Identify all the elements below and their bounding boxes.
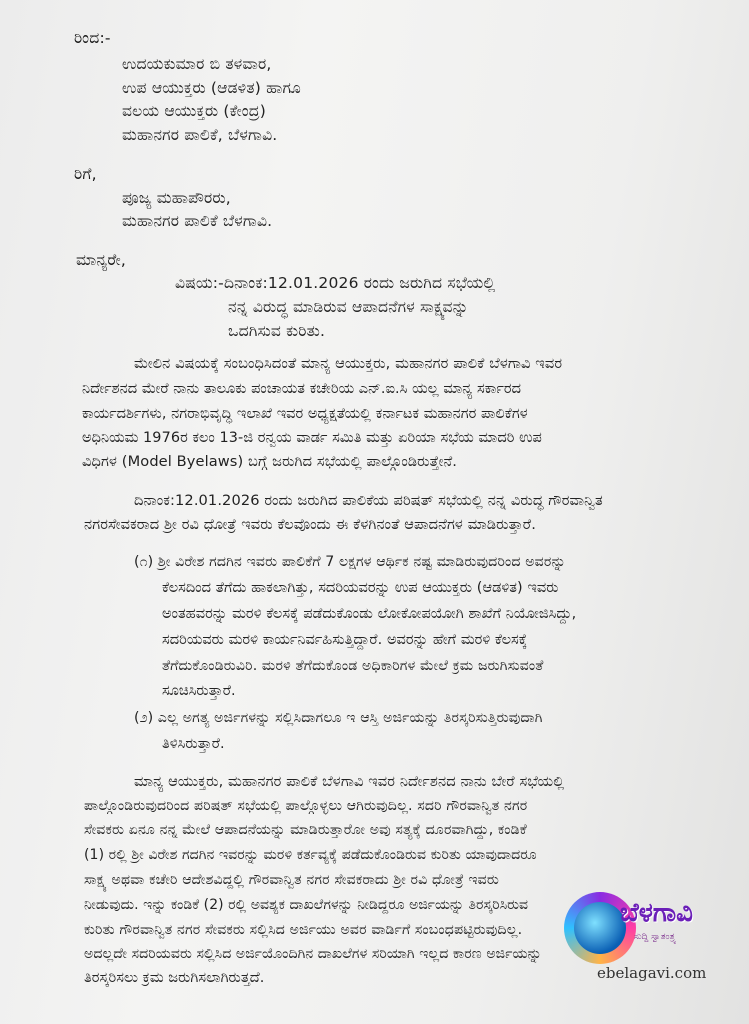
from-line: ವಲಯ ಆಯುಕ್ತರು (ಕೇಂದ್ರ) bbox=[122, 102, 266, 120]
subject-line: ವಿಷಯ:-ದಿನಾಂಕ:12.01.2026 ರಂದು ಜರುಗಿದ ಸಭೆಯಲ್ಲಿ bbox=[175, 274, 496, 292]
from-line: ಉಪ ಆಯುಕ್ತರು (ಆಡಳಿತ) ಹಾಗೂ bbox=[122, 79, 301, 97]
item1-line: (೧) ಶ್ರೀ ವಿರೇಶ ಗದಗಿನ ಇವರು ಪಾಲಿಕೆಗೆ 7 ಲಕ್ಷಗಳ ಆರ್ಥಿಕ ನಷ್ಟ ಮಾಡಿರುವುದರಿಂದ ಅವರನ್ನು bbox=[134, 554, 566, 570]
item1-line: ಸದರಿಯವರು ಮರಳಿ ಕಾರ್ಯನಿರ್ವಹಿಸುತ್ತಿದ್ದಾರೆ. ಅವರನ್ನು ಹೇಗೆ ಮರಳಿ ಕೆಲಸಕ್ಕೆ bbox=[162, 632, 528, 648]
globe-core bbox=[574, 902, 626, 954]
logo-name: ಬೆಳಗಾವಿ bbox=[620, 898, 693, 928]
para3-line: ಸಾಕ್ಷ್ಯ ಅಥವಾ ಕಚೇರಿ ಆದೇಶವಿದ್ದಲ್ಲಿ ಗೌರವಾನ್ವಿತ ನಗರ ಸೇವಕರಾದು ಶ್ರೀ ರವಿ ಧೋತ್ರೆ ಇವರು bbox=[84, 872, 499, 888]
para3-line: ಮಾನ್ಯ ಆಯುಕ್ತರು, ಮಹಾನಗರ ಪಾಲಿಕೆ ಬೆಳಗಾವಿ ಇವರ ನಿರ್ದೇಶನದ ನಾನು ಬೇರೆ ಸಭೆಯಲ್ಲಿ bbox=[134, 773, 565, 790]
site-url: ebelagavi.com bbox=[597, 964, 707, 982]
para1-line: ಅಧಿನಿಯಮ 1976ರ ಕಲಂ 13-ಜಿ ರನ್ವಯ ವಾರ್ಡ ಸಮಿತಿ ಮತ್ತು ಏರಿಯಾ ಸಭೆಯ ಮಾದರಿ ಉಪ bbox=[82, 430, 542, 446]
to-label: ರಿಗೆ, bbox=[74, 165, 97, 183]
item1-line: ಸೂಚಿಸಿರುತ್ತಾರೆ. bbox=[162, 683, 236, 699]
para1-line: ವಿಧಿಗಳ (Model Byelaws) ಬಗ್ಗೆ ಜರುಗಿದ ಸಭೆಯಲ್ಲಿ ಪಾಲ್ಗೊಂಡಿರುತ್ತೇನೆ. bbox=[82, 453, 458, 470]
para2-line: ನಗರಸೇವಕರಾದ ಶ್ರೀ ರವಿ ಧೋತ್ರೆ ಇವರು ಕೆಲವೊಂದು ಈ ಕೆಳಗಿನಂತೆ ಆಪಾದನೆಗಳ ಮಾಡಿರುತ್ತಾರೆ. bbox=[84, 516, 536, 533]
from-label: ರಿಂದ:- bbox=[74, 29, 111, 47]
para3-line: ಅದಲ್ಲದೇ ಸದರಿಯವರು ಸಲ್ಲಿಸಿದ ಅರ್ಜಿಯೊಂದಿಗಿನ ದಾಖಲೆಗಳ ಸರಿಯಾಗಿ ಇಲ್ಲದ ಕಾರಣ ಅರ್ಜಿಯನ್ನು bbox=[84, 946, 542, 962]
para1-line: ಮೇಲಿನ ವಿಷಯಕ್ಕೆ ಸಂಬಂಧಿಸಿದಂತೆ ಮಾನ್ಯ ಆಯುಕ್ತರು, ಮಹಾನಗರ ಪಾಲಿಕೆ ಬೆಳಗಾವಿ ಇವರ bbox=[134, 355, 563, 372]
para3-line: ನೀಡುವುದು. ಇನ್ನು ಕಂಡಿಕೆ (2) ರಲ್ಲಿ ಅವಶ್ಯಕ ದಾಖಲೆಗಳನ್ನು ನೀಡಿದ್ದರೂ ಅರ್ಜಿಯನ್ನು ತಿರಸ್ಕರಿಸಿರುವ bbox=[84, 897, 529, 913]
item2-line: ತಿಳಿಸಿರುತ್ತಾರೆ. bbox=[162, 736, 225, 752]
subject-line: ನನ್ನ ವಿರುದ್ಧ ಮಾಡಿರುವ ಆಪಾದನೆಗಳ ಸಾಕ್ಷ್ಯವನ್ನು bbox=[228, 298, 469, 316]
para3-line: (1) ರಲ್ಲಿ ಶ್ರೀ ವಿರೇಶ ಗದಗಿನ ಇವರನ್ನು ಮರಳಿ ಕರ್ತವ್ಯಕ್ಕೆ ಪಡೆದುಕೊಂಡಿರುವ ಕುರಿತು ಯಾವುದಾದರೂ bbox=[84, 847, 537, 863]
item1-line: ಕೆಲಸದಿಂದ ತೆಗೆದು ಹಾಕಲಾಗಿತ್ತು, ಸದರಿಯವರನ್ನು ಉಪ ಆಯುಕ್ತರು (ಆಡಳಿತ) ಇವರು bbox=[162, 580, 559, 596]
para3-line: ಸೇವಕರು ಏನೂ ನನ್ನ ಮೇಲೆ ಆಪಾದನೆಯನ್ನು ಮಾಡಿರುತ್ತಾರೋ ಅವು ಸತ್ಯಕ್ಕೆ ದೂರವಾಗಿದ್ದು, ಕಂಡಿಕೆ bbox=[84, 822, 527, 838]
item2-line: (೨) ಎಲ್ಲ ಅಗತ್ಯ ಅರ್ಜಿಗಳನ್ನು ಸಲ್ಲಿಸಿದಾಗಲೂ ಇ ಆಸ್ತಿ ಅರ್ಜಿಯನ್ನು ತಿರಸ್ಕರಿಸುತ್ತಿರುವುದಾಗಿ bbox=[134, 710, 543, 726]
item1-line: ತೆಗೆದುಕೊಂಡಿರುವಿರಿ. ಮರಳಿ ತೆಗೆದುಕೊಂಡ ಅಧಿಕಾರಿಗಳ ಮೇಲೆ ಕ್ರಮ ಜರುಗಿಸುವಂತೆ bbox=[162, 658, 544, 674]
logo-tagline: ಸುದ್ದಿ ಸ್ವಾತಂತ್ರ್ಯ bbox=[634, 932, 677, 942]
item1-line: ಅಂತಹವರನ್ನು ಮರಳಿ ಕೆಲಸಕ್ಕೆ ಪಡೆದುಕೊಂಡು ಲೋಕೋಪಯೋಗಿ ಶಾಖೆಗೆ ನಿಯೋಜಿಸಿದ್ದು, bbox=[162, 606, 577, 622]
para1-line: ನಿರ್ದೇಶನದ ಮೇರೆ ನಾನು ತಾಲೂಕು ಪಂಚಾಯತ ಕಚೇರಿಯ ಎನ್.ಐ.ಸಿ ಯಲ್ಲ ಮಾನ್ಯ ಸರ್ಕಾರದ bbox=[82, 381, 521, 397]
para3-line: ಪಾಲ್ಗೊಂಡಿರುವುದರಿಂದ ಪರಿಷತ್ ಸಭೆಯಲ್ಲಿ ಪಾಲ್ಗೊಳ್ಳಲು ಆಗಿರುವುದಿಲ್ಲ. ಸದರಿ ಗೌರವಾನ್ವಿತ ನಗರ bbox=[84, 798, 528, 814]
para2-line: ದಿನಾಂಕ:12.01.2026 ರಂದು ಜರುಗಿದ ಪಾಲಿಕೆಯ ಪರಿಷತ್ ಸಭೆಯಲ್ಲಿ ನನ್ನ ವಿರುದ್ಧ ಗೌರವಾನ್ವಿತ bbox=[134, 492, 603, 509]
salutation: ಮಾನ್ಯರೇ, bbox=[76, 251, 126, 269]
subject-line: ಒದಗಿಸುವ ಕುರಿತು. bbox=[228, 322, 326, 340]
ebelagavi-logo bbox=[560, 892, 740, 972]
from-line: ಮಹಾನಗರ ಪಾಲಿಕೆ, ಬೆಳಗಾವಿ. bbox=[122, 126, 278, 144]
from-line: ಉದಯಕುಮಾರ ಬಿ ತಳವಾರ, bbox=[122, 55, 272, 73]
para3-line: ಕುರಿತು ಗೌರವಾನ್ವಿತ ನಗರ ಸೇವಕರು ಸಲ್ಲಿಸಿದ ಅರ್ಜಿಯು ಅವರ ವಾರ್ಡಿಗೆ ಸಂಬಂಧಪಟ್ಟಿರುವುದಿಲ್ಲ. bbox=[84, 922, 523, 938]
to-line: ಮಹಾನಗರ ಪಾಲಿಕೆ ಬೆಳಗಾವಿ. bbox=[122, 212, 273, 230]
para1-line: ಕಾರ್ಯದರ್ಶಿಗಳು, ನಗರಾಭಿವೃದ್ಧಿ ಇಲಾಖೆ ಇವರ ಅಧ್ಯಕ್ಷತೆಯಲ್ಲಿ ಕರ್ನಾಟಕ ಮಹಾನಗರ ಪಾಲಿಕೆಗಳ bbox=[82, 406, 528, 422]
to-line: ಪೂಜ್ಯ ಮಹಾಪೌರರು, bbox=[122, 189, 231, 207]
para3-line: ತಿರಸ್ಕರಿಸಲು ಕ್ರಮ ಜರುಗಿಸಲಾಗಿರುತ್ತದೆ. bbox=[84, 970, 265, 986]
